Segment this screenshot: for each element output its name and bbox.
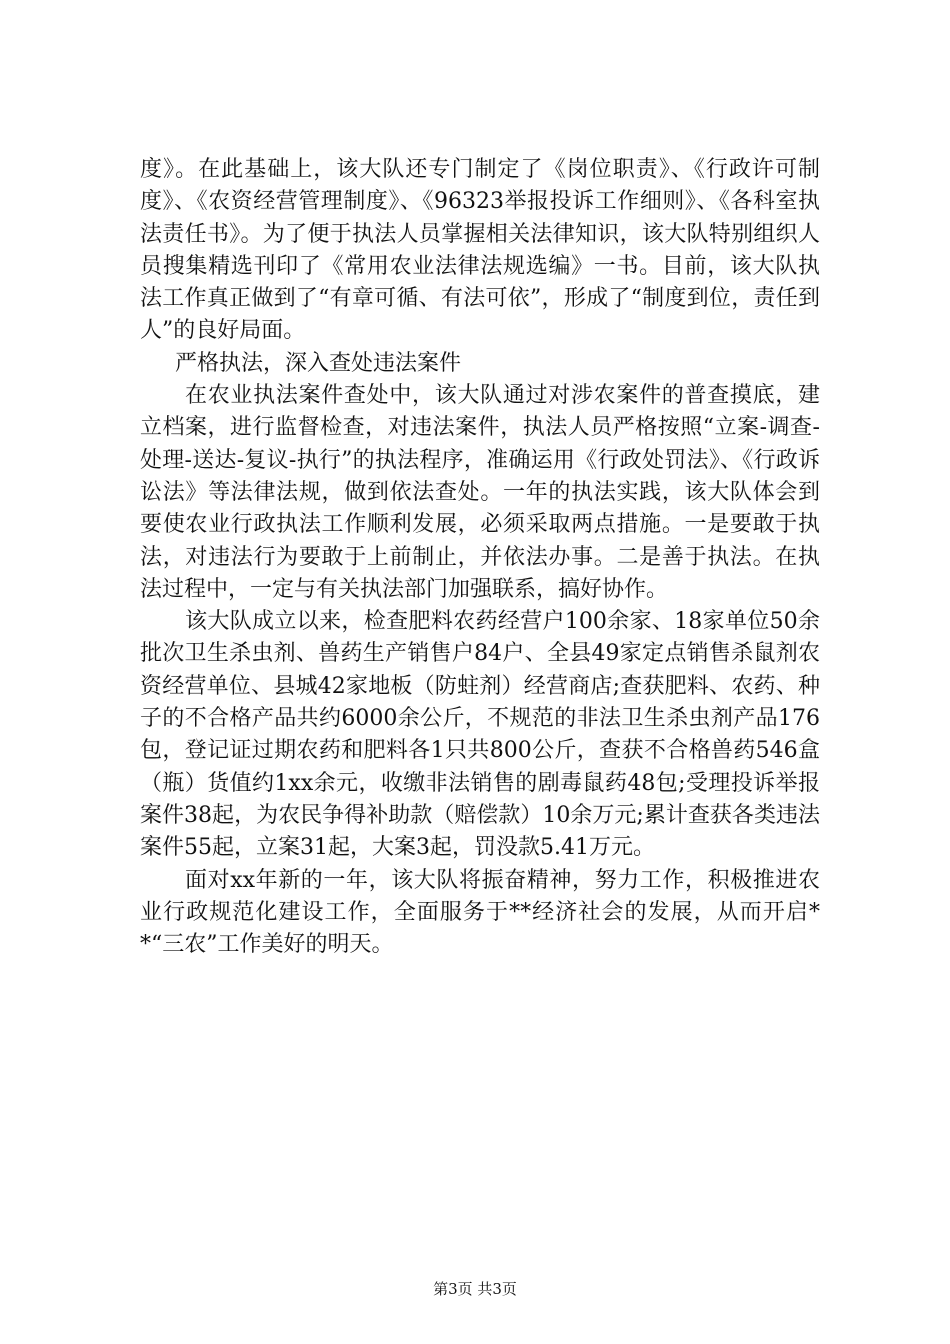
paragraph-statistics: 该大队成立以来，检查肥料农药经营户100余家、18家单位50余批次卫生杀虫剂、兽药生产销售户84户、全县49家定点销售杀鼠剂农资经营单位、县城42家地板（防蛀剂）经营商店;查获肥料、农药、种子的不合格产品共约6000余公斤，不规范的非法卫生杀虫剂产品176包，登记证过期农药和肥料各1只共800公斤，查获不合格兽药546盒（瓶）货值约1xx余元，收缴非法销售的剧毒鼠药48包;受理投诉举报案件38起，为农民争得补助款（赔偿款）10余万元;累计查获各类违法案件55起，立案31起，大案3起，罚没款5.41万元。 — [140, 609, 820, 861]
paragraph-continuation: 度》。在此基础上，该大队还专门制定了《岗位职责》、《行政许可制度》、《农资经营管理制度》、《96323举报投诉工作细则》、《各科室执法责任书》。为了便于执法人员掌握相关法律知识，该大队特别组织人员搜集精选刊印了《常用农业法律法规选编》一书。目前，该大队执法工作真正做到了“有章可循、有法可依”，形成了“制度到位，责任到人”的良好局面。 — [140, 157, 820, 344]
paragraph-outlook: 面对xx年新的一年，该大队将振奋精神，努力工作，积极推进农业行政规范化建设工作，全面服务于**经济社会的发展，从而开启**“三农”工作美好的明天。 — [140, 867, 820, 958]
paragraph-enforcement: 在农业执法案件查处中，该大队通过对涉农案件的普查摸底，建立档案，进行监督检查，对违法案件，执法人员严格按照“立案-调查-处理-送达-复议-执行”的执法程序，准确运用《行政处罚法》、《行政诉讼法》等法律法规，做到依法查处。一年的执法实践，该大队体会到要使农业行政执法工作顺利发展，必须采取两点措施。一是要敢于执法，对违法行为要敢于上前制止，并依法办事。二是善于执法。在执法过程中，一定与有关执法部门加强联系，搞好协作。 — [140, 383, 820, 602]
document-body — [140, 154, 820, 961]
page-number-footer: 第3页 共3页 — [433, 1280, 517, 1298]
section-heading: 严格执法，深入查处违法案件 — [175, 350, 462, 376]
